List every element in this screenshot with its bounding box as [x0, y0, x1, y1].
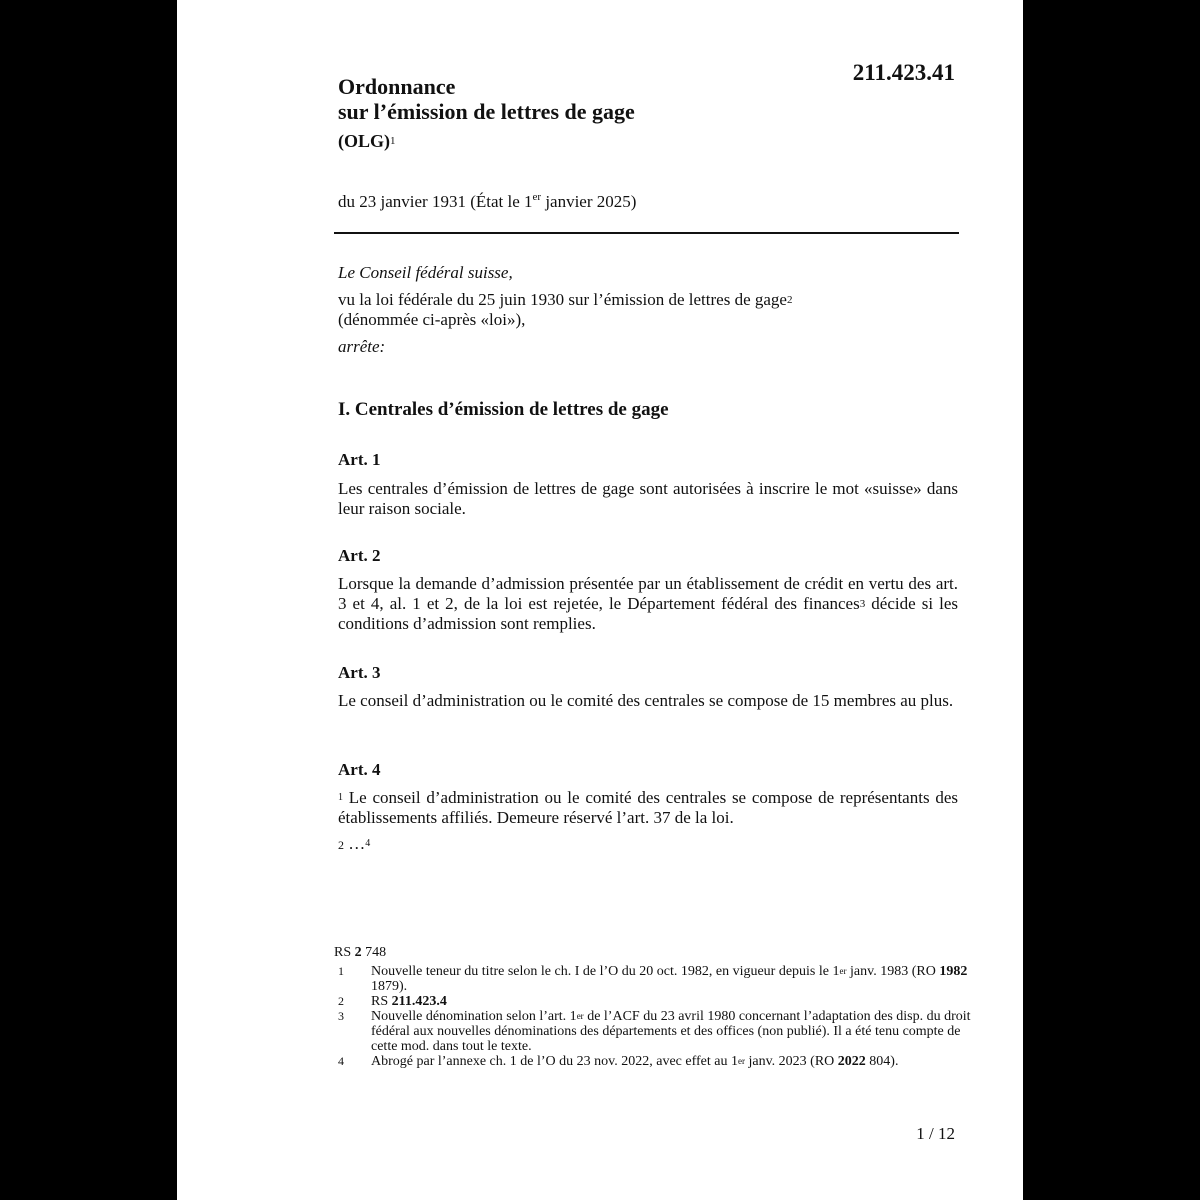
footnote-text [371, 964, 974, 994]
rs-reference [334, 945, 386, 961]
preamble [338, 263, 958, 364]
fn-part: 804). [865, 1054, 899, 1069]
date-prefix: du 23 janvier 1931 (État le 1 [338, 192, 533, 211]
footnote-ref-3[interactable]: 3 [859, 598, 866, 610]
fn-sup: er [737, 1056, 745, 1066]
fn-sup: er [576, 1011, 584, 1021]
article-2-text-b: décide si les conditions d’admission sont remplies. [338, 594, 958, 633]
page-number: 1 / 12 [916, 1124, 955, 1143]
article-2-heading: Art. 2 [338, 546, 381, 565]
footnote-text [371, 994, 974, 1009]
fn-part: Nouvelle dénomination selon l’art. 1 [371, 1009, 577, 1024]
footnote-4 [334, 1054, 974, 1069]
preamble-authority: Le Conseil fédéral suisse, [338, 263, 513, 282]
fn-part: Abrogé par l’annexe ch. 1 de l’O du 23 nov. 2022, avec effet au 1 [371, 1054, 738, 1069]
footnote-2 [334, 994, 974, 1009]
fn-part: janv. 2023 (RO [744, 1054, 838, 1069]
rs-bold: 2 [354, 945, 362, 960]
article-3-heading: Art. 3 [338, 663, 381, 682]
title-line-1: Ordonnance [338, 74, 456, 99]
fn-part: janv. 1983 (RO [846, 964, 940, 979]
chapter-heading: I. Centrales d’émission de lettres de gage [338, 399, 669, 420]
fn-part: 1879). [371, 979, 408, 994]
footnotes [334, 964, 974, 1069]
preamble-decree: arrête: [338, 337, 386, 356]
basis-text-2: (dénommée ci-après «loi»), [338, 310, 526, 329]
fn-part: Nouvelle teneur du titre selon le ch. I de l’O du 20 oct. 1982, en vigueur depuis le 1 [371, 964, 840, 979]
article-1-heading: Art. 1 [338, 450, 381, 469]
article-4-heading: Art. 4 [338, 760, 381, 779]
article-4-para-1 [338, 788, 958, 828]
footnote-number: 3 [338, 1009, 344, 1023]
rs-prefix: RS [334, 945, 355, 960]
para-number: 1 [338, 792, 343, 803]
preamble-basis [338, 290, 958, 330]
footnote-ref-4[interactable]: 4 [365, 838, 371, 849]
fn-part: de l’ACF du 23 avril 1980 concernant l’adaptation des disp. du droit fédéral aux nouvelles dénominations des départements et des offices (non publié). Il a été tenu compte de cette mod. dans tout le texte. [371, 1009, 971, 1054]
document-page [177, 0, 1023, 1200]
footnote-text [371, 1009, 974, 1054]
para-number-2: 2 [338, 838, 344, 852]
basis-text: vu la loi fédérale du 25 juin 1930 sur l’émission de lettres de gage [338, 290, 787, 309]
abbreviation-text: (OLG) [338, 131, 390, 151]
title-abbreviation [338, 129, 635, 154]
header-divider [334, 232, 959, 234]
footnote-ref-2[interactable]: 2 [786, 294, 793, 306]
date-suffix: janvier 2025) [541, 192, 637, 211]
article-1-text: Les centrales d’émission de lettres de gage sont autorisées à inscrire le mot «suisse» dans leur raison sociale. [338, 479, 958, 518]
footnote-number: 2 [338, 994, 344, 1008]
para-2-text: … [344, 834, 366, 853]
footnote-number: 1 [338, 964, 344, 978]
footnote-1 [334, 964, 974, 994]
title-line-2: sur l’émission de lettres de gage [338, 99, 635, 124]
rs-suffix: 748 [361, 945, 387, 960]
fn-bold: 1982 [939, 964, 968, 979]
fn-bold: 211.423.4 [391, 994, 447, 1009]
footnote-number: 4 [338, 1054, 344, 1068]
article-2-text-a: Lorsque la demande d’admission présentée par un établissement de crédit en vertu des art. 3 et 4, al. 1 et 2, de la loi est rejetée, le Département fédéral des finances [338, 574, 958, 613]
article-4-para-2 [338, 834, 958, 855]
footnote-3 [334, 1009, 974, 1054]
fn-bold: 2022 [837, 1054, 866, 1069]
date-sup: er [532, 191, 542, 203]
article-3-text: Le conseil d’administration ou le comité des centrales se compose de 15 membres au plus. [338, 691, 954, 710]
article-2-text [338, 574, 958, 634]
fn-part: RS [371, 994, 392, 1009]
footnote-ref-1[interactable]: 1 [390, 135, 396, 147]
fn-sup: er [839, 966, 847, 976]
document-title [338, 74, 635, 154]
document-date [338, 192, 636, 212]
footnote-text [371, 1054, 974, 1069]
para-1-text: Le conseil d’administration ou le comité des centrales se compose de représentants des établissements affiliés. Demeure réservé l’art. 37 de la loi. [338, 788, 958, 827]
sr-number: 211.423.41 [852, 60, 955, 85]
